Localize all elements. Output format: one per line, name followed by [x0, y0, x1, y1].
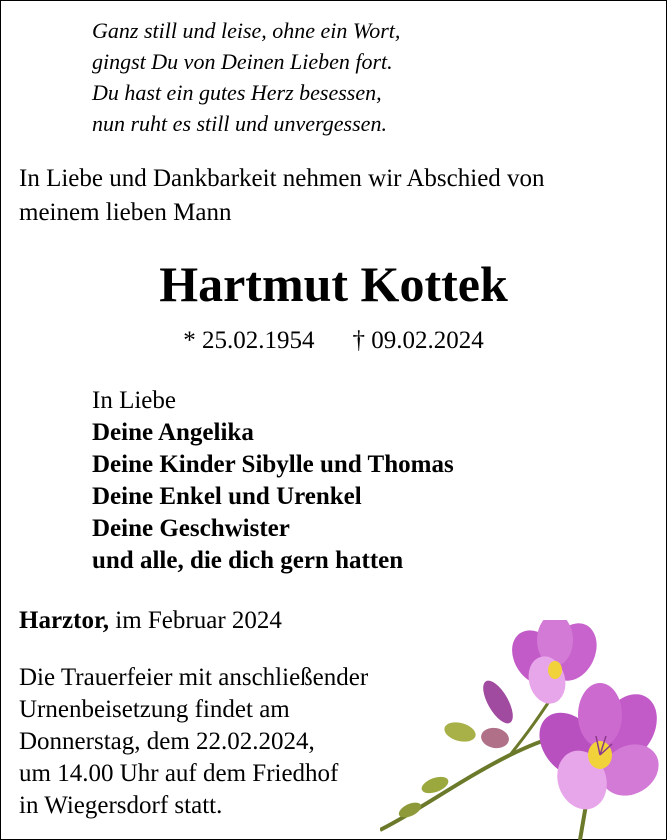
deceased-name: Hartmut Kottek [159, 256, 508, 312]
mourner-line: Deine Enkel und Urenkel [92, 483, 362, 510]
life-dates [0, 325, 667, 357]
notice-month: im Februar 2024 [109, 607, 282, 634]
mourners-list [92, 385, 454, 577]
birth-date: * 25.02.1954 [183, 327, 315, 354]
farewell-intro [19, 162, 649, 230]
funeral-line: Urnenbeisetzung findet am [19, 696, 290, 723]
mourner-line: Deine Angelika [92, 419, 254, 446]
death-date: † 09.02.2024 [352, 327, 484, 354]
freesia-flower-icon [380, 620, 667, 840]
intro-line: meinem lieben Mann [19, 199, 232, 226]
funeral-details [19, 662, 368, 822]
poem-line: nun ruht es still und unvergessen. [92, 111, 387, 136]
place-date [19, 605, 282, 637]
mourners-intro: In Liebe [92, 387, 176, 414]
poem-line: Du hast ein gutes Herz besessen, [92, 80, 382, 105]
funeral-line: Die Trauerfeier mit anschließender [19, 664, 369, 691]
funeral-line: Donnerstag, dem 22.02.2024, [19, 728, 315, 755]
mourner-line: und alle, die dich gern hatten [92, 547, 404, 574]
mourner-line: Deine Geschwister [92, 515, 290, 542]
mourner-line: Deine Kinder Sibylle und Thomas [92, 451, 454, 478]
poem-line: gingst Du von Deinen Lieben fort. [92, 49, 393, 74]
poem-line: Ganz still und leise, ohne ein Wort, [92, 18, 401, 43]
funeral-line: um 14.00 Uhr auf dem Friedhof [19, 760, 339, 787]
intro-line: In Liebe und Dankbarkeit nehmen wir Abschied von [19, 165, 545, 192]
funeral-line: in Wiegersdorf statt. [19, 792, 223, 819]
place-town: Harztor, [19, 607, 110, 634]
memorial-poem [92, 15, 400, 139]
